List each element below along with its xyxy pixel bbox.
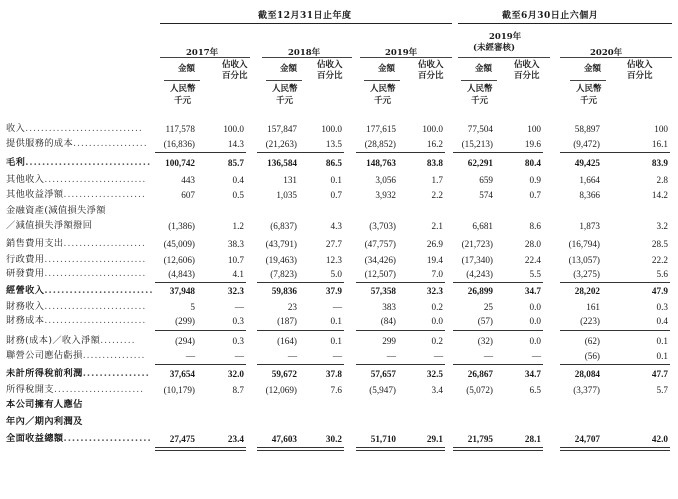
leader-dots: .......................... [44,315,147,326]
pct-cell: 10.7 [227,255,244,265]
unit-header-line1: 人民幣 [370,84,396,94]
leader-dots: .............................. [25,157,152,168]
amount-cell: (3,275) [573,269,600,279]
subtotal-rule [257,282,344,283]
pct-cell: 80.4 [524,158,541,168]
row-label-text: 其他收入 [6,174,45,185]
pct-cell: 0.0 [431,316,443,326]
amount-cell: (47,757) [364,239,396,249]
row-label-text: 提供服務的成本 [6,138,74,149]
amount-cell: (12,069) [265,385,297,395]
pct-cell: 14.3 [227,139,244,149]
unit-header-line2: 千元 [174,96,192,106]
pct-cell: 0.1 [330,336,342,346]
pct-cell: 8.7 [232,385,244,395]
pct-cell: 86.5 [325,158,342,168]
amount-cell: (62) [584,336,600,346]
amount-cell: 57,657 [370,369,396,379]
amount-cell: — [386,351,396,361]
unit-header-line1: 人民幣 [170,84,196,94]
row-label-text: 收入 [6,123,26,134]
amount-cell: (9,472) [573,139,600,149]
row-label [6,123,143,135]
row-label-text: 未計所得稅前利潤 [6,368,83,379]
pct-cell: 28.0 [524,239,541,249]
leader-dots: ..................... [63,433,152,444]
amount-cell: (84) [380,316,396,326]
pct-cell: 47.9 [651,286,668,296]
amount-cell: (12,606) [163,255,195,265]
amount-cell: 117,578 [165,124,195,134]
pct-cell: 4.3 [330,221,342,231]
pct-cell: 30.2 [325,434,342,444]
pct-cell: 100.0 [223,124,244,134]
row-label [6,285,154,297]
row-label-text: 研發費用 [6,268,45,279]
pct-cell: — [433,351,443,361]
amount-cell: 383 [382,302,396,312]
pct-cell: 1.7 [431,175,443,185]
year-header-2019-h1: 2019年 [489,32,522,42]
amount-cell: (10,179) [163,385,195,395]
pct-col-header-line1: 佔收入 [514,60,540,70]
year-header-2018: 2018年 [288,48,321,58]
row-label [6,399,83,411]
header-rule-six-months [458,23,672,24]
amount-cell: 6,681 [472,221,493,231]
pct-cell: 8.6 [529,221,541,231]
subtotal-rule [257,152,344,153]
year-rule-2020-h1 [560,57,672,58]
amount-cell: (5,072) [466,385,493,395]
amount-col-header: 金額 [584,64,602,74]
amount-cell: 607 [181,190,195,200]
pct-cell: 28.1 [524,434,541,444]
pct-cell: 100 [654,124,668,134]
leader-dots: .......................... [44,285,154,296]
leader-dots: .......................... [44,301,147,312]
pct-cell: 0.0 [529,336,541,346]
pct-cell: 0.3 [232,316,244,326]
subtotal-rule [356,364,445,365]
pct-cell: 0.4 [232,175,244,185]
row-label [6,254,146,266]
subtotal-rule [453,152,543,153]
subtotal-rule [560,282,670,283]
amount-cell: (43,791) [265,239,297,249]
amount-cell: — [483,351,493,361]
total-double-rule [356,447,445,451]
amount-cell: 574 [479,190,493,200]
row-label-text: 財務(成本)／收入淨額 [6,335,101,346]
row-label-text: 所得稅開支 [6,384,54,395]
amount-cell: 49,425 [574,158,600,168]
amount-cell: (45,009) [163,239,195,249]
row-label-text: ／減值損失淨額撥回 [6,220,93,231]
row-label [6,157,151,169]
amount-cell: 21,795 [467,434,493,444]
pct-cell: 23.4 [227,434,244,444]
amount-cell: 3,056 [375,175,396,185]
pct-cell: 85.7 [227,158,244,168]
amount-cell: (56) [584,351,600,361]
row-label [6,238,146,250]
year-header-2019: 2019年 [385,48,418,58]
leader-dots: ................... [73,138,148,149]
amount-cell: (299) [175,316,195,326]
row-label [6,335,136,347]
pct-cell: 2.8 [656,175,668,185]
amount-cell: 148,763 [366,158,396,168]
total-double-rule [155,447,246,451]
amount-cell: 8,366 [579,190,600,200]
pct-cell: 2.1 [431,221,443,231]
pct-cell: 4.1 [232,269,244,279]
pct-cell: 27.7 [325,239,342,249]
amount-cell: 57,358 [370,286,396,296]
unit-rule [570,80,606,81]
amount-cell: 37,948 [169,286,195,296]
row-label-text: 全面收益總額 [6,433,64,444]
pct-cell: — [332,302,342,312]
leader-dots: ..................... [63,189,146,200]
amount-cell: 157,847 [267,124,297,134]
pct-cell: 0.0 [529,302,541,312]
leader-dots: ................ [82,350,146,361]
amount-cell: 47,603 [271,434,297,444]
pct-cell: 34.7 [524,286,541,296]
amount-cell: 58,897 [574,124,600,134]
amount-col-header: 金額 [280,64,298,74]
amount-cell: 59,836 [271,286,297,296]
row-label [6,416,83,428]
leader-dots: ....................... [53,384,145,395]
pct-cell: 32.3 [227,286,244,296]
subtotal-rule [257,364,344,365]
pct-cell: 34.7 [524,369,541,379]
pct-cell: 32.3 [426,286,443,296]
pct-col-header-line2: 百分比 [317,71,343,81]
amount-cell: 1,873 [579,221,600,231]
unit-header-line1: 人民幣 [272,84,298,94]
subtotal-rule [155,152,246,153]
amount-cell: 77,504 [467,124,493,134]
row-label-text: 金融資產(減值損失淨額 [6,205,106,216]
amount-cell: 1,035 [276,190,297,200]
pct-cell: 26.9 [426,239,443,249]
pct-cell: 0.1 [330,316,342,326]
pct-cell: 0.7 [330,190,342,200]
pct-cell: 0.2 [431,336,443,346]
amount-cell: (17,340) [461,255,493,265]
unit-rule [461,80,497,81]
amount-cell: 24,707 [574,434,600,444]
pct-col-header-line1: 佔收入 [317,60,343,70]
row-label [6,315,146,327]
pct-cell: 19.4 [426,255,443,265]
pct-cell: 32.5 [426,369,443,379]
pct-cell: 0.7 [529,190,541,200]
row-label [6,368,150,380]
pct-cell: 19.6 [524,139,541,149]
leader-dots: .......................... [44,268,147,279]
leader-dots: ................ [82,368,150,379]
header-rule-year-end [160,23,452,24]
pct-cell: 13.5 [325,139,342,149]
subtotal-rule [155,330,246,331]
amount-cell: (13,057) [568,255,600,265]
pct-col-header-line1: 佔收入 [627,60,653,70]
unit-rule [164,80,200,81]
row-label-text: 銷售費用支出 [6,238,64,249]
row-label [6,205,106,217]
subtotal-rule [453,364,543,365]
leader-dots: ......... [100,335,136,346]
pct-col-header-line2: 百分比 [418,71,444,81]
amount-cell: (6,837) [270,221,297,231]
pct-cell: 37.8 [325,369,342,379]
pct-cell: 2.2 [431,190,443,200]
pct-cell: 14.2 [651,190,668,200]
row-label [6,301,146,313]
amount-cell: (5,947) [369,385,396,395]
amount-cell: 23 [287,302,297,312]
amount-cell: (34,426) [364,255,396,265]
unit-header-line2: 千元 [580,96,598,106]
pct-cell: 0.1 [656,336,668,346]
amount-cell: 443 [181,175,195,185]
pct-cell: 100.0 [321,124,342,134]
amount-cell: (21,723) [461,239,493,249]
row-label-text: 本公司擁有人應佔 [6,399,83,410]
subtotal-rule [257,330,344,331]
amount-cell: (4,243) [466,269,493,279]
row-label-text: 年內／期內利潤及 [6,416,83,427]
amount-cell: (4,843) [168,269,195,279]
pct-cell: 28.5 [651,239,668,249]
pct-cell: 22.2 [651,255,668,265]
unit-header-line1: 人民幣 [467,84,493,94]
pct-cell: 0.4 [656,316,668,326]
year-header-2020-h1: 2020年 [590,48,623,58]
pct-cell: 0.2 [431,302,443,312]
amount-col-header: 金額 [178,64,196,74]
year-end-header: 截至12月31日止年度 [258,11,352,21]
row-label [6,220,92,232]
pct-cell: 5.6 [656,269,668,279]
row-label [6,138,148,150]
amount-cell: (223) [580,316,600,326]
amount-cell: 59,672 [271,369,297,379]
amount-cell: 27,475 [169,434,195,444]
pct-col-header-line1: 佔收入 [418,60,444,70]
pct-cell: 12.3 [325,255,342,265]
pct-cell: 5.7 [656,385,668,395]
row-label-text: 聯營公司應佔虧損 [6,350,83,361]
leader-dots: .......................... [44,174,147,185]
amount-cell: 659 [479,175,493,185]
amount-cell: (3,703) [369,221,396,231]
amount-cell: 26,867 [467,369,493,379]
year-header-2017: 2017年 [186,48,219,58]
pct-cell: 42.0 [651,434,668,444]
subtotal-rule [356,152,445,153]
amount-cell: 37,654 [169,369,195,379]
amount-cell: (12,507) [364,269,396,279]
pct-col-header-line2: 百分比 [514,71,540,81]
pct-cell: — [234,302,244,312]
pct-cell: 0.5 [232,190,244,200]
pct-cell: 6.5 [529,385,541,395]
pct-cell: 100.0 [422,124,443,134]
subtotal-rule [560,364,670,365]
pct-cell: 37.9 [325,286,342,296]
amount-cell: 177,615 [366,124,396,134]
row-label [6,189,146,201]
pct-cell: 0.0 [529,316,541,326]
amount-cell: 62,291 [467,158,493,168]
amount-cell: 5 [190,302,195,312]
pct-cell: 3.4 [431,385,443,395]
amount-cell: 51,710 [370,434,396,444]
pct-cell: 7.6 [330,385,342,395]
subtotal-rule [155,282,246,283]
amount-cell: (1,386) [168,221,195,231]
pct-cell: 3.2 [656,221,668,231]
leader-dots: .......................... [44,254,147,265]
pct-cell: 16.2 [426,139,443,149]
pct-cell: — [332,351,342,361]
subtotal-rule [155,364,246,365]
amount-cell: (15,213) [461,139,493,149]
pct-cell: 22.4 [524,255,541,265]
amount-cell: (16,836) [163,139,195,149]
row-label [6,433,152,445]
pct-cell: 0.3 [656,302,668,312]
amount-cell: 3,932 [375,190,396,200]
unit-header-line1: 人民幣 [576,84,602,94]
subtotal-rule [560,152,670,153]
amount-col-header: 金額 [475,64,493,74]
row-label [6,268,146,280]
unit-header-line2: 千元 [374,96,392,106]
row-label-text: 財務成本 [6,315,45,326]
row-label [6,174,146,186]
unit-header-line2: 千元 [471,96,489,106]
pct-cell: — [234,351,244,361]
pct-cell: 38.3 [227,239,244,249]
row-label-text: 經營收入 [6,285,45,296]
amount-cell: (294) [175,336,195,346]
row-label-text: 其他收益淨額 [6,189,64,200]
total-double-rule [560,447,670,451]
pct-cell: 0.9 [529,175,541,185]
row-label [6,384,144,396]
pct-col-header-line2: 百分比 [627,71,653,81]
amount-cell: (57) [477,316,493,326]
amount-cell: 161 [586,302,600,312]
amount-cell: 26,899 [467,286,493,296]
amount-cell: 131 [283,175,297,185]
amount-cell: (19,463) [265,255,297,265]
pct-cell: 5.0 [330,269,342,279]
row-label-text: 財務收入 [6,301,45,312]
amount-cell: 25 [483,302,493,312]
leader-dots: ..................... [63,238,146,249]
amount-cell: 28,202 [574,286,600,296]
pct-cell: 32.0 [227,369,244,379]
amount-cell: 1,664 [579,175,600,185]
total-double-rule [257,447,344,451]
pct-cell: 0.3 [232,336,244,346]
pct-col-header-line2: 百分比 [222,71,248,81]
pct-col-header-line1: 佔收入 [222,60,248,70]
amount-cell: (7,823) [270,269,297,279]
unit-rule [266,80,302,81]
six-months-header: 截至6月30日止六個月 [502,11,599,21]
pct-cell: 47.7 [651,369,668,379]
unaudited-note: (未經審核) [473,43,516,53]
pct-cell: — [531,351,541,361]
subtotal-rule [453,330,543,331]
total-double-rule [453,447,543,451]
pct-cell: 0.1 [330,175,342,185]
amount-cell: 299 [382,336,396,346]
amount-cell: (16,794) [568,239,600,249]
pct-cell: 7.0 [431,269,443,279]
amount-cell: 136,584 [267,158,297,168]
amount-col-header: 金額 [378,64,396,74]
unit-header-line2: 千元 [276,96,294,106]
pct-cell: 29.1 [426,434,443,444]
amount-cell: (187) [277,316,297,326]
amount-cell: — [287,351,297,361]
pct-cell: 83.8 [426,158,443,168]
amount-cell: (32) [477,336,493,346]
pct-cell: 0.1 [656,351,668,361]
amount-cell: (28,852) [364,139,396,149]
row-label-text: 行政費用 [6,254,45,265]
leader-dots: .............................. [25,123,143,134]
amount-cell: — [185,351,195,361]
pct-cell: 1.2 [232,221,244,231]
amount-cell: (164) [277,336,297,346]
unit-rule [364,80,400,81]
amount-cell: 100,742 [165,158,195,168]
pct-cell: 5.5 [529,269,541,279]
subtotal-rule [453,282,543,283]
row-label [6,350,145,362]
subtotal-rule [356,282,445,283]
pct-cell: 100 [527,124,541,134]
subtotal-rule [560,330,670,331]
subtotal-rule [356,330,445,331]
row-label-text: 毛利 [6,157,26,168]
pct-cell: 16.1 [651,139,668,149]
amount-cell: (3,377) [573,385,600,395]
amount-cell: 28,084 [574,369,600,379]
pct-cell: 83.9 [651,158,668,168]
amount-cell: (21,263) [265,139,297,149]
